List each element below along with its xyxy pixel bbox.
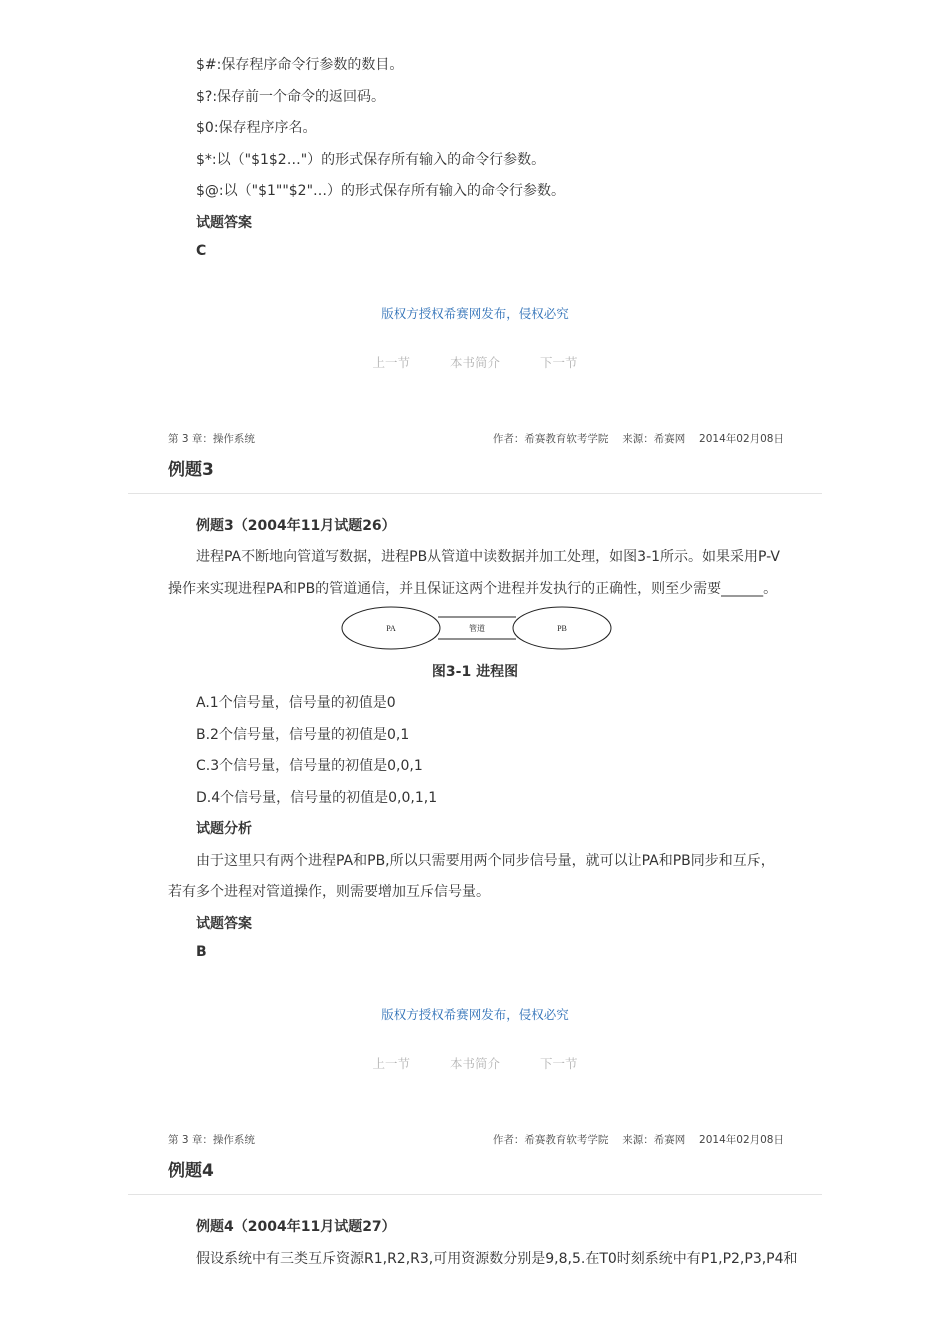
process-diagram	[340, 605, 615, 653]
text-line: $0:保存程序序名。	[196, 120, 317, 136]
book-intro-link[interactable]: 本书简介	[449, 1056, 500, 1071]
question-text: 操作来实现进程PA和PB的管道通信，并且保证这两个进程并发执行的正确性，则至少需要______。	[168, 581, 778, 597]
text-line: $*:以（"$1$2…"）的形式保存所有输入的命令行参数。	[196, 152, 546, 168]
question-heading: 例题4（2004年11月试题27）	[196, 1219, 396, 1235]
copyright-notice: 版权方授权希赛网发布，侵权必究	[381, 306, 569, 321]
option-c: C.3个信号量，信号量的初值是0,0,1	[196, 758, 423, 774]
answer-value: B	[196, 944, 207, 960]
pipe-label: 管道	[469, 624, 485, 633]
analysis-text: 若有多个进程对管道操作，则需要增加互斥信号量。	[168, 884, 490, 900]
copyright-notice: 版权方授权希赛网发布，侵权必究	[381, 1007, 569, 1022]
analysis-text: 由于这里只有两个进程PA和PB,所以只需要用两个同步信号量，就可以让PA和PB同步和互斥，	[196, 853, 775, 869]
figure-caption: 图3-1 进程图	[431, 664, 519, 680]
text-line: $?:保存前一个命令的返回码。	[196, 89, 386, 105]
question-heading: 例题3（2004年11月试题26）	[196, 518, 396, 534]
article-meta: 作者：希赛教育软考学院 来源：希赛网 2014年02月08日	[492, 1134, 784, 1146]
section-nav	[0, 1054, 950, 1072]
answer-heading: 试题答案	[196, 916, 252, 932]
text-line: $#:保存程序命令行参数的数目。	[196, 57, 404, 73]
next-section-link[interactable]: 下一节	[539, 355, 578, 370]
question-text: 假设系统中有三类互斥资源R1,R2,R3,可用资源数分别是9,8,5.在T0时刻系统中有P1,P2,P3,P4和	[196, 1251, 798, 1267]
option-a: A.1个信号量，信号量的初值是0	[196, 695, 396, 711]
analysis-heading: 试题分析	[196, 821, 252, 837]
section-nav	[0, 353, 950, 371]
process-pb-label: PB	[557, 624, 567, 633]
option-b: B.2个信号量，信号量的初值是0,1	[196, 727, 410, 743]
chapter-label: 第 3 章：操作系统	[168, 1134, 255, 1146]
page-title: 例题4	[168, 1161, 214, 1181]
option-d: D.4个信号量，信号量的初值是0,0,1,1	[196, 790, 438, 806]
divider	[128, 1194, 822, 1195]
divider	[128, 493, 822, 494]
chapter-label: 第 3 章：操作系统	[168, 433, 255, 445]
answer-value: C	[196, 243, 207, 259]
page-title: 例题3	[168, 460, 214, 480]
process-pa-label: PA	[386, 624, 396, 633]
prev-section-link[interactable]: 上一节	[372, 1056, 411, 1071]
book-intro-link[interactable]: 本书简介	[449, 355, 500, 370]
text-line: $@:以（"$1""$2"…）的形式保存所有输入的命令行参数。	[196, 183, 566, 199]
next-section-link[interactable]: 下一节	[539, 1056, 578, 1071]
question-text: 进程PA不断地向管道写数据，进程PB从管道中读数据并加工处理，如图3-1所示。如果采用P-V	[196, 549, 780, 565]
prev-section-link[interactable]: 上一节	[372, 355, 411, 370]
answer-heading: 试题答案	[196, 215, 252, 231]
article-meta: 作者：希赛教育软考学院 来源：希赛网 2014年02月08日	[492, 433, 784, 445]
